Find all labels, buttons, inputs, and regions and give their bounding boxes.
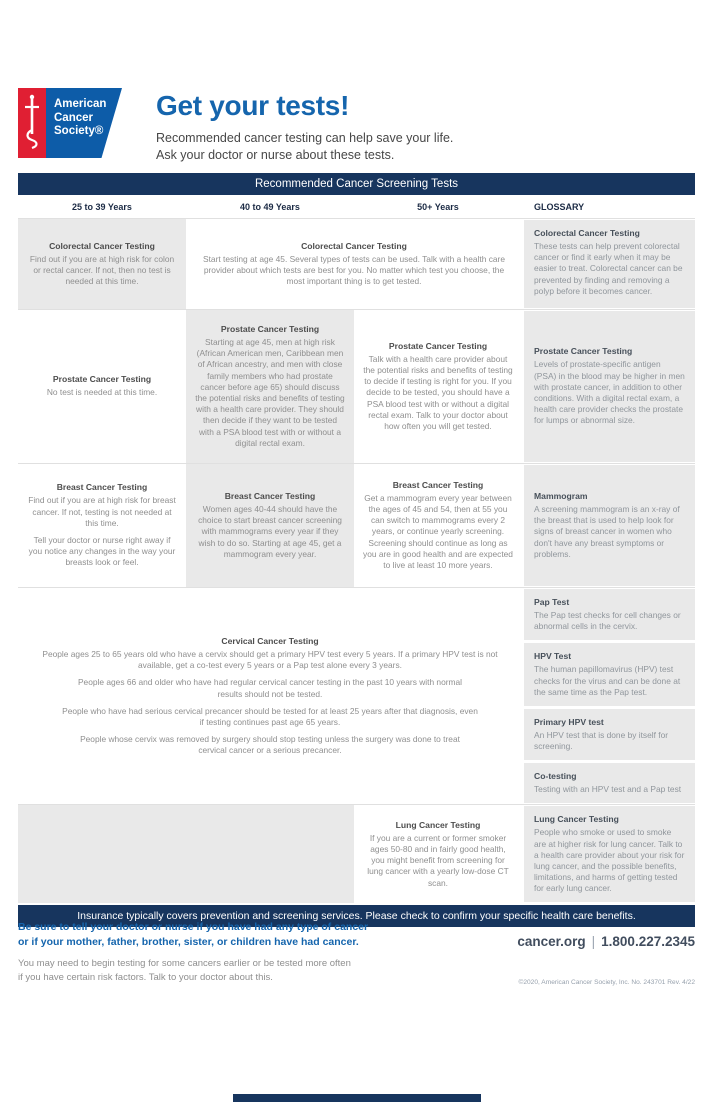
logo-word-2: Cancer (54, 111, 93, 124)
breast-25-39-cell (18, 464, 186, 587)
colorectal-glossary-col (522, 219, 695, 309)
cell-heading: Lung Cancer Testing (395, 819, 481, 830)
cell-heading: Prostate Cancer Testing (388, 340, 488, 351)
breast-glossary-col (522, 464, 695, 587)
glossary-heading: HPV Test (534, 651, 572, 662)
glossary-heading: Lung Cancer Testing (534, 814, 619, 825)
cell-body: Find out if you are at high risk for colon or rectal cancer. If not, then no test is needed at this time. (29, 253, 175, 287)
col-header-25-39: 25 to 39 Years (72, 201, 132, 212)
cell-heading: Cervical Cancer Testing (221, 636, 319, 646)
glossary-heading: Pap Test (534, 597, 570, 607)
glossary-heading: Colorectal Cancer Testing (534, 228, 640, 238)
notice-body-line-2: if you have certain risk factors. Talk to your doctor about this. (18, 971, 273, 983)
cell-body: People ages 25 to 65 years old who have a cervix should get a primary HPV test every 5 years. If a primary HPV test is not available, get a co-test every 5 years or a Pap test alone every 3 years. (42, 649, 498, 671)
lung-empty-cell (18, 805, 354, 903)
glossary-body: The human papillomavirus (HPV) test checks for the virus and can be done at the same time as the Pap test. (534, 664, 681, 697)
glossary-body: These tests can help prevent colorectal cancer or find it early when it may be easier to treat. Colorectal cancer can be prevented by finding and removing a polyp before it becomes cancer. (534, 241, 683, 296)
cell-heading: Colorectal Cancer Testing (301, 240, 407, 251)
logo-red-panel (18, 88, 46, 158)
cell-heading: Breast Cancer Testing (224, 491, 316, 502)
breast-40-49-cell (186, 464, 354, 587)
glossary-prostate (524, 311, 695, 462)
cell-body: Starting at age 45, men at high risk (African American men, Caribbean men of African ancestry, and men with close family members who had prostate cancer before age 65) should discuss the potential risks and benefits of testing with a health care provider. They should then decide if they want to be tested with a PSA blood test with or without a digital rectal exam. (195, 337, 345, 448)
notice-line-1: Be sure to tell your doctor or nurse if you have had any type of cancer (18, 921, 369, 933)
masthead (18, 88, 453, 165)
glossary-mammogram (524, 465, 695, 586)
cell-heading: Colorectal Cancer Testing (49, 240, 155, 251)
subtitle-line-2: Ask your doctor or nurse about these tests. (156, 148, 395, 163)
cell-body: Talk with a health care provider about the potential risks and benefits of testing to decide if testing is right for you. If you decide to be tested, you should have a PSA blood test with or without a digital rectal exam. Talk to your doctor about how often you will get tested. (363, 353, 513, 431)
page-subtitle (156, 130, 453, 165)
cell-heading: Prostate Cancer Testing (52, 374, 152, 385)
logo-wordmark (54, 98, 106, 139)
caduceus-sword-icon (22, 94, 42, 152)
glossary-body: Testing with an HPV test and a Pap test (534, 784, 682, 795)
glossary-colorectal (524, 220, 695, 308)
colorectal-40plus-cell (186, 219, 522, 309)
acs-logo (18, 88, 130, 158)
glossary-body: Levels of prostate-specific antigen (PSA) in the blood may be higher in men with prostate cancer, in addition to other conditions. With a digital rectal exam, a health care provider checks the prostate for lumps or abnormal size. (534, 359, 685, 426)
row-prostate (18, 309, 695, 463)
breast-50plus-cell (354, 464, 522, 587)
col-header-40-49: 40 to 49 Years (240, 201, 300, 212)
cell-body: People who have had serious cervical precancer should be tested for at least 25 years after that diagnosis, even if testing continues past age 65 years. (62, 705, 478, 727)
bottom-accent-bar (233, 1094, 481, 1102)
row-cervical (18, 587, 695, 804)
glossary-primary-hpv-test (524, 709, 695, 760)
footer (18, 920, 695, 986)
footer-notice-bold (18, 920, 468, 949)
cell-heading: Breast Cancer Testing (56, 482, 148, 493)
cell-body: People ages 66 and older who have had regular cervical cancer testing in the past 10 years with normal results should not be tested. (77, 677, 463, 699)
logo-word-3: Society® (54, 125, 104, 138)
glossary-body: The Pap test checks for cell changes or abnormal cells in the cervix. (534, 610, 681, 632)
cell-body: No test is needed at this time. (46, 387, 158, 398)
lung-glossary-col (522, 805, 695, 903)
glossary-heading: Mammogram (534, 491, 588, 502)
masthead-text (156, 88, 453, 165)
glossary-pap-test (524, 589, 695, 640)
copyright-text: ©2020, American Cancer Society, Inc. No. 243701 Rev. 4/22 (518, 979, 695, 986)
cell-body: Find out if you are at high risk for breast cancer. If not, testing is not needed at this time. (28, 495, 176, 528)
glossary-body: An HPV test that is done by itself for screening. (534, 729, 669, 752)
notice-body-line-1: You may need to begin testing for some cancers earlier or be tested more often (18, 958, 351, 970)
footer-contact-block (517, 920, 695, 986)
glossary-hpv-test (524, 643, 695, 706)
page-title: Get your tests! (156, 90, 350, 121)
table-title-bar: Recommended Cancer Screening Tests (18, 173, 695, 195)
cell-heading: Prostate Cancer Testing (220, 324, 320, 335)
cell-body: People whose cervix was removed by surgery should stop testing unless the surgery was done to treat cervical cancer or a serious precancer. (80, 734, 460, 756)
glossary-heading: Prostate Cancer Testing (534, 346, 633, 357)
phone-number: 1.800.227.2345 (601, 934, 695, 949)
prostate-glossary-col (522, 310, 695, 463)
cell-body: Start testing at age 45. Several types of tests can be used. Talk with a health care provider about which tests are best for you. No matter which test you choose, the most important thing is to get tested. (203, 253, 505, 287)
glossary-heading: Primary HPV test (534, 716, 604, 727)
row-colorectal (18, 218, 695, 309)
glossary-body: A screening mammogram is an x-ray of the breast that is used to help look for signs of breast cancer in women who don't have any breast symptoms or problems. (534, 504, 680, 559)
cell-body: Women ages 40-44 should have the choice to start breast cancer screening with mammograms every year if they wish to do so. Starting at age 45, get a mammogram every year. (198, 504, 342, 559)
logo-word-1: American (54, 98, 107, 110)
prostate-25-39-cell (18, 310, 186, 463)
contact-line (517, 934, 695, 949)
cell-body: If you are a current or former smoker ages 50-80 and in fairly good health, you might benefit from screening for lung cancer with a yearly low-dose CT scan. (367, 832, 509, 888)
colorectal-25-39-cell (18, 219, 186, 309)
glossary-heading: Co-testing (534, 771, 577, 782)
subtitle-line-1: Recommended cancer testing can help save your life. (156, 131, 454, 145)
cell-heading: Breast Cancer Testing (392, 479, 484, 490)
website-text: cancer.org (517, 934, 586, 949)
prostate-50plus-cell (354, 310, 522, 463)
glossary-lung (524, 806, 695, 902)
row-breast (18, 463, 695, 587)
contact-separator: | (591, 934, 596, 949)
glossary-co-testing (524, 763, 695, 803)
glossary-body: People who smoke or used to smoke are at higher risk for lung cancer. Talk to a health care provider about your risk for lung cancer, and the possible benefits, limitations, and harms of getting tested for early lung cancer. (534, 827, 685, 894)
footer-notice (18, 920, 468, 986)
cervical-all-ages-cell (18, 588, 522, 804)
insurance-banner: Insurance typically covers prevention and screening services. Please check to confirm your specific health care benefits. (18, 905, 695, 927)
col-header-glossary: GLOSSARY (534, 201, 585, 212)
column-headers (18, 195, 695, 218)
notice-line-2: or if your mother, father, brother, sister, or children have had cancer. (18, 935, 359, 948)
row-lung (18, 804, 695, 903)
cervical-glossary-col (522, 588, 695, 804)
lung-50plus-cell (354, 805, 522, 903)
cell-body: Tell your doctor or nurse right away if you notice any changes in the way your breasts look or feel. (28, 535, 176, 568)
prostate-40-49-cell (186, 310, 354, 463)
footer-notice-body (18, 957, 468, 984)
cell-body: Get a mammogram every year between the ages of 45 and 54, then at 55 you can switch to mammograms every 2 years, or continue yearly screening. Screening should continue as long as you are in good health and are expected to live at least 10 more years. (363, 492, 513, 570)
col-header-50plus: 50+ Years (417, 201, 459, 212)
screening-table (18, 173, 695, 927)
